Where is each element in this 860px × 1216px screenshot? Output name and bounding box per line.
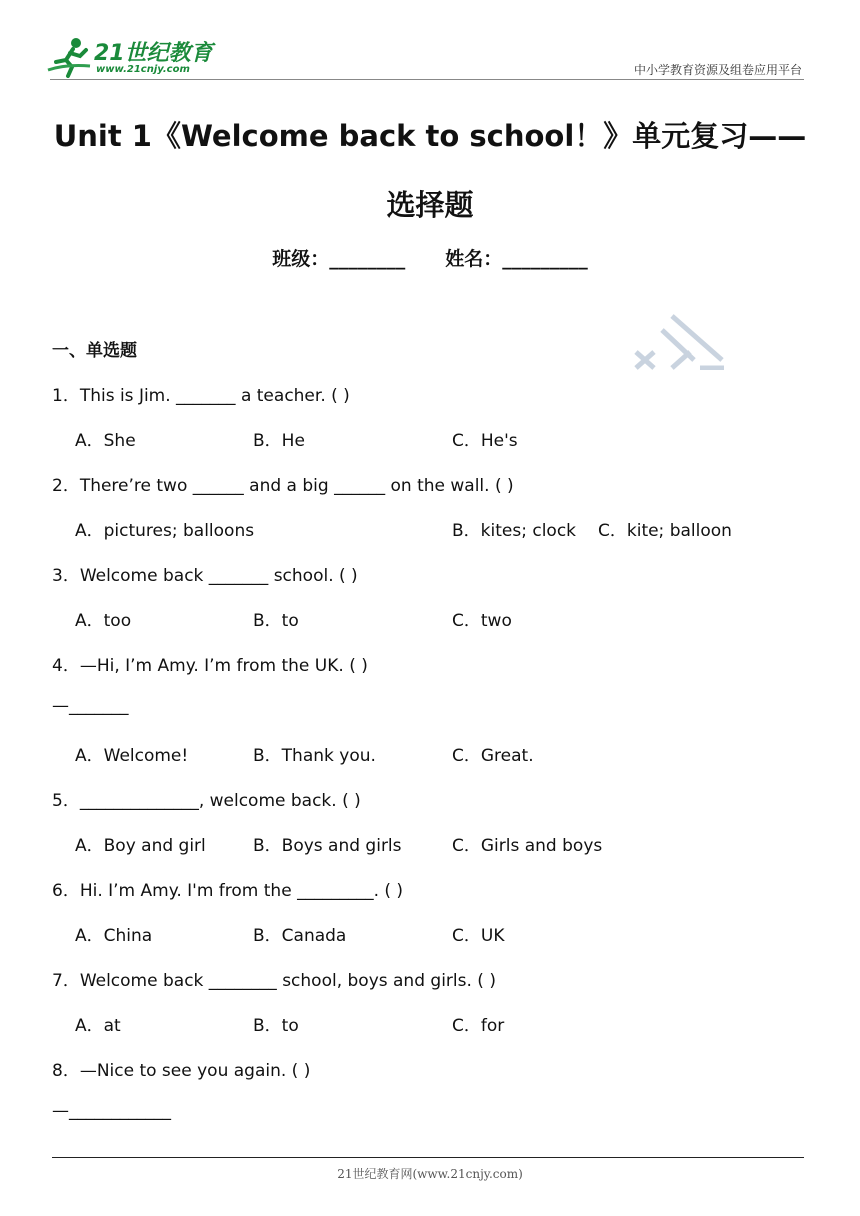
q2-option-b[interactable]: B．kites; clock	[452, 521, 577, 541]
runner-logo-icon	[46, 36, 92, 78]
header-divider	[50, 79, 804, 80]
question-6: 6．Hi. I’m Amy. I'm from the _________. ( )	[52, 881, 404, 901]
q2-option-c[interactable]: C．kite; balloon	[598, 521, 732, 541]
question-7: 7．Welcome back ________ school, boys and girls. ( )	[52, 971, 496, 991]
footer-divider	[52, 1157, 804, 1158]
q3-option-a[interactable]: A．too	[75, 611, 132, 631]
logo-text: 21世纪教育	[94, 41, 213, 66]
name-blank[interactable]: _________	[502, 248, 588, 270]
q3-option-c[interactable]: C．two	[452, 611, 512, 631]
question-8: 8．—Nice to see you again. ( )	[52, 1061, 311, 1081]
page-title-line2: 选择题	[386, 188, 474, 222]
q7-option-b[interactable]: B．to	[253, 1016, 299, 1036]
question-4: 4．—Hi, I’m Amy. I’m from the UK. ( )	[52, 656, 368, 676]
section-title: 一、单选题	[52, 341, 137, 361]
q4-option-a[interactable]: A．Welcome!	[75, 746, 189, 766]
q7-option-a[interactable]: A．at	[75, 1016, 121, 1036]
q5-option-c[interactable]: C．Girls and boys	[452, 836, 603, 856]
name-label: 姓名：	[445, 248, 503, 270]
q3-option-b[interactable]: B．to	[253, 611, 299, 631]
q1-option-c[interactable]: C．He's	[452, 431, 518, 451]
q8-answer-line: —____________	[52, 1101, 171, 1121]
class-blank[interactable]: ________	[329, 248, 406, 270]
q6-option-c[interactable]: C．UK	[452, 926, 505, 946]
q6-option-a[interactable]: A．China	[75, 926, 153, 946]
q6-option-b[interactable]: B．Canada	[253, 926, 347, 946]
logo-url: www.21cnjy.com	[96, 64, 190, 75]
question-5: 5．______________, welcome back. ( )	[52, 791, 361, 811]
q4-option-b[interactable]: B．Thank you.	[253, 746, 376, 766]
q1-option-a[interactable]: A．She	[75, 431, 136, 451]
q2-option-a[interactable]: A．pictures; balloons	[75, 521, 255, 541]
q1-option-b[interactable]: B．He	[253, 431, 305, 451]
question-1: 1．This is Jim. _______ a teacher. ( )	[52, 386, 350, 406]
footer-text[interactable]: 21世纪教育网(www.21cnjy.com)	[337, 1167, 523, 1181]
class-label: 班级：	[272, 248, 330, 270]
question-2: 2．There’re two ______ and a big ______ on the wall. ( )	[52, 476, 514, 496]
student-info	[0, 244, 860, 271]
site-logo	[46, 34, 236, 82]
page-title: Unit 1《Welcome back to school！》单元复习——	[53, 119, 807, 153]
q5-option-b[interactable]: B．Boys and girls	[253, 836, 402, 856]
q5-option-a[interactable]: A．Boy and girl	[75, 836, 206, 856]
q4-answer-line: —_______	[52, 696, 129, 716]
platform-name: 中小学教育资源及组卷应用平台	[633, 63, 802, 77]
q4-option-c[interactable]: C．Great.	[452, 746, 534, 766]
q7-option-c[interactable]: C．for	[452, 1016, 505, 1036]
watermark-icon	[632, 312, 726, 370]
question-3: 3．Welcome back _______ school. ( )	[52, 566, 358, 586]
